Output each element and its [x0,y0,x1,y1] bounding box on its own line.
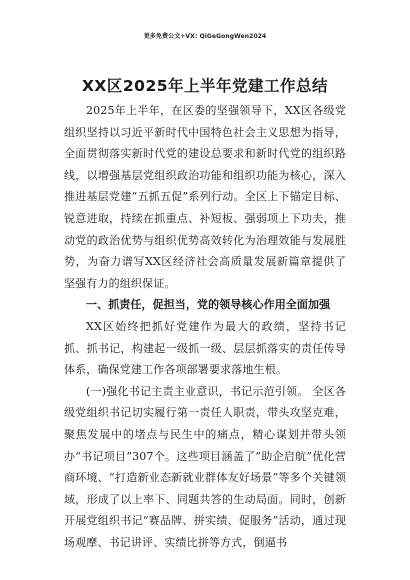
document-title: XX区2025年上半年党建工作总结 [81,77,329,95]
paragraph-subsection-1: (一)强化书记主责主业意识，书记示范引领。 全区各级党组织书记切实履行第一责任人职责，带头攻坚克难，聚焦发展中的堵点与民生中的痛点，精心谋划并带头领办“书记项目”307个。这些项目涵盖了“助企启航”优化营商环境、“打造新业态新就业群体友好场景”等多个关键领域，形成了以上率下、同题共答的生动局面。同时，创新开展党组织书记“赛品牌、拼实绩、促服务”活动，通过现场观摩、书记讲评、实绩比拼等方式，倒逼书 [64,384,346,549]
paragraph-section-1-intro: XX区始终把抓好党建作为最大的政绩，坚持书记抓、抓书记，构建起一级抓一级、层层抓落实的责任传导体系，确保党建工作各项部署要求落地生根。 [64,319,346,377]
paragraph-intro: 2025年上半年，在区委的坚强领导下，XX区各级党组织坚持以习近平新时代中国特色社会主义思想为指导，全面贯彻落实新时代党的建设总要求和新时代党的组织路线，以增强基层党组织政治功能和组织功能为核心，深入推进基层党建“五抓五促”系列行动。全区上下锚定目标、锐意进取，持续在抓重点、补短板、强弱项上下功夫，推动党的政治优势与组织优势高效转化为治理效能与发展胜势，为奋力谱写XX区经济社会高质量发展新篇章提供了坚强有力的组织保证。 [64,104,346,290]
section-heading-1: 一、抓责任，促担当，党的领导核心作用全面加强 [86,298,331,312]
header-note: 更多免费公文+VX: QiGeGongWen2024 [143,33,267,40]
document-body [64,100,346,553]
